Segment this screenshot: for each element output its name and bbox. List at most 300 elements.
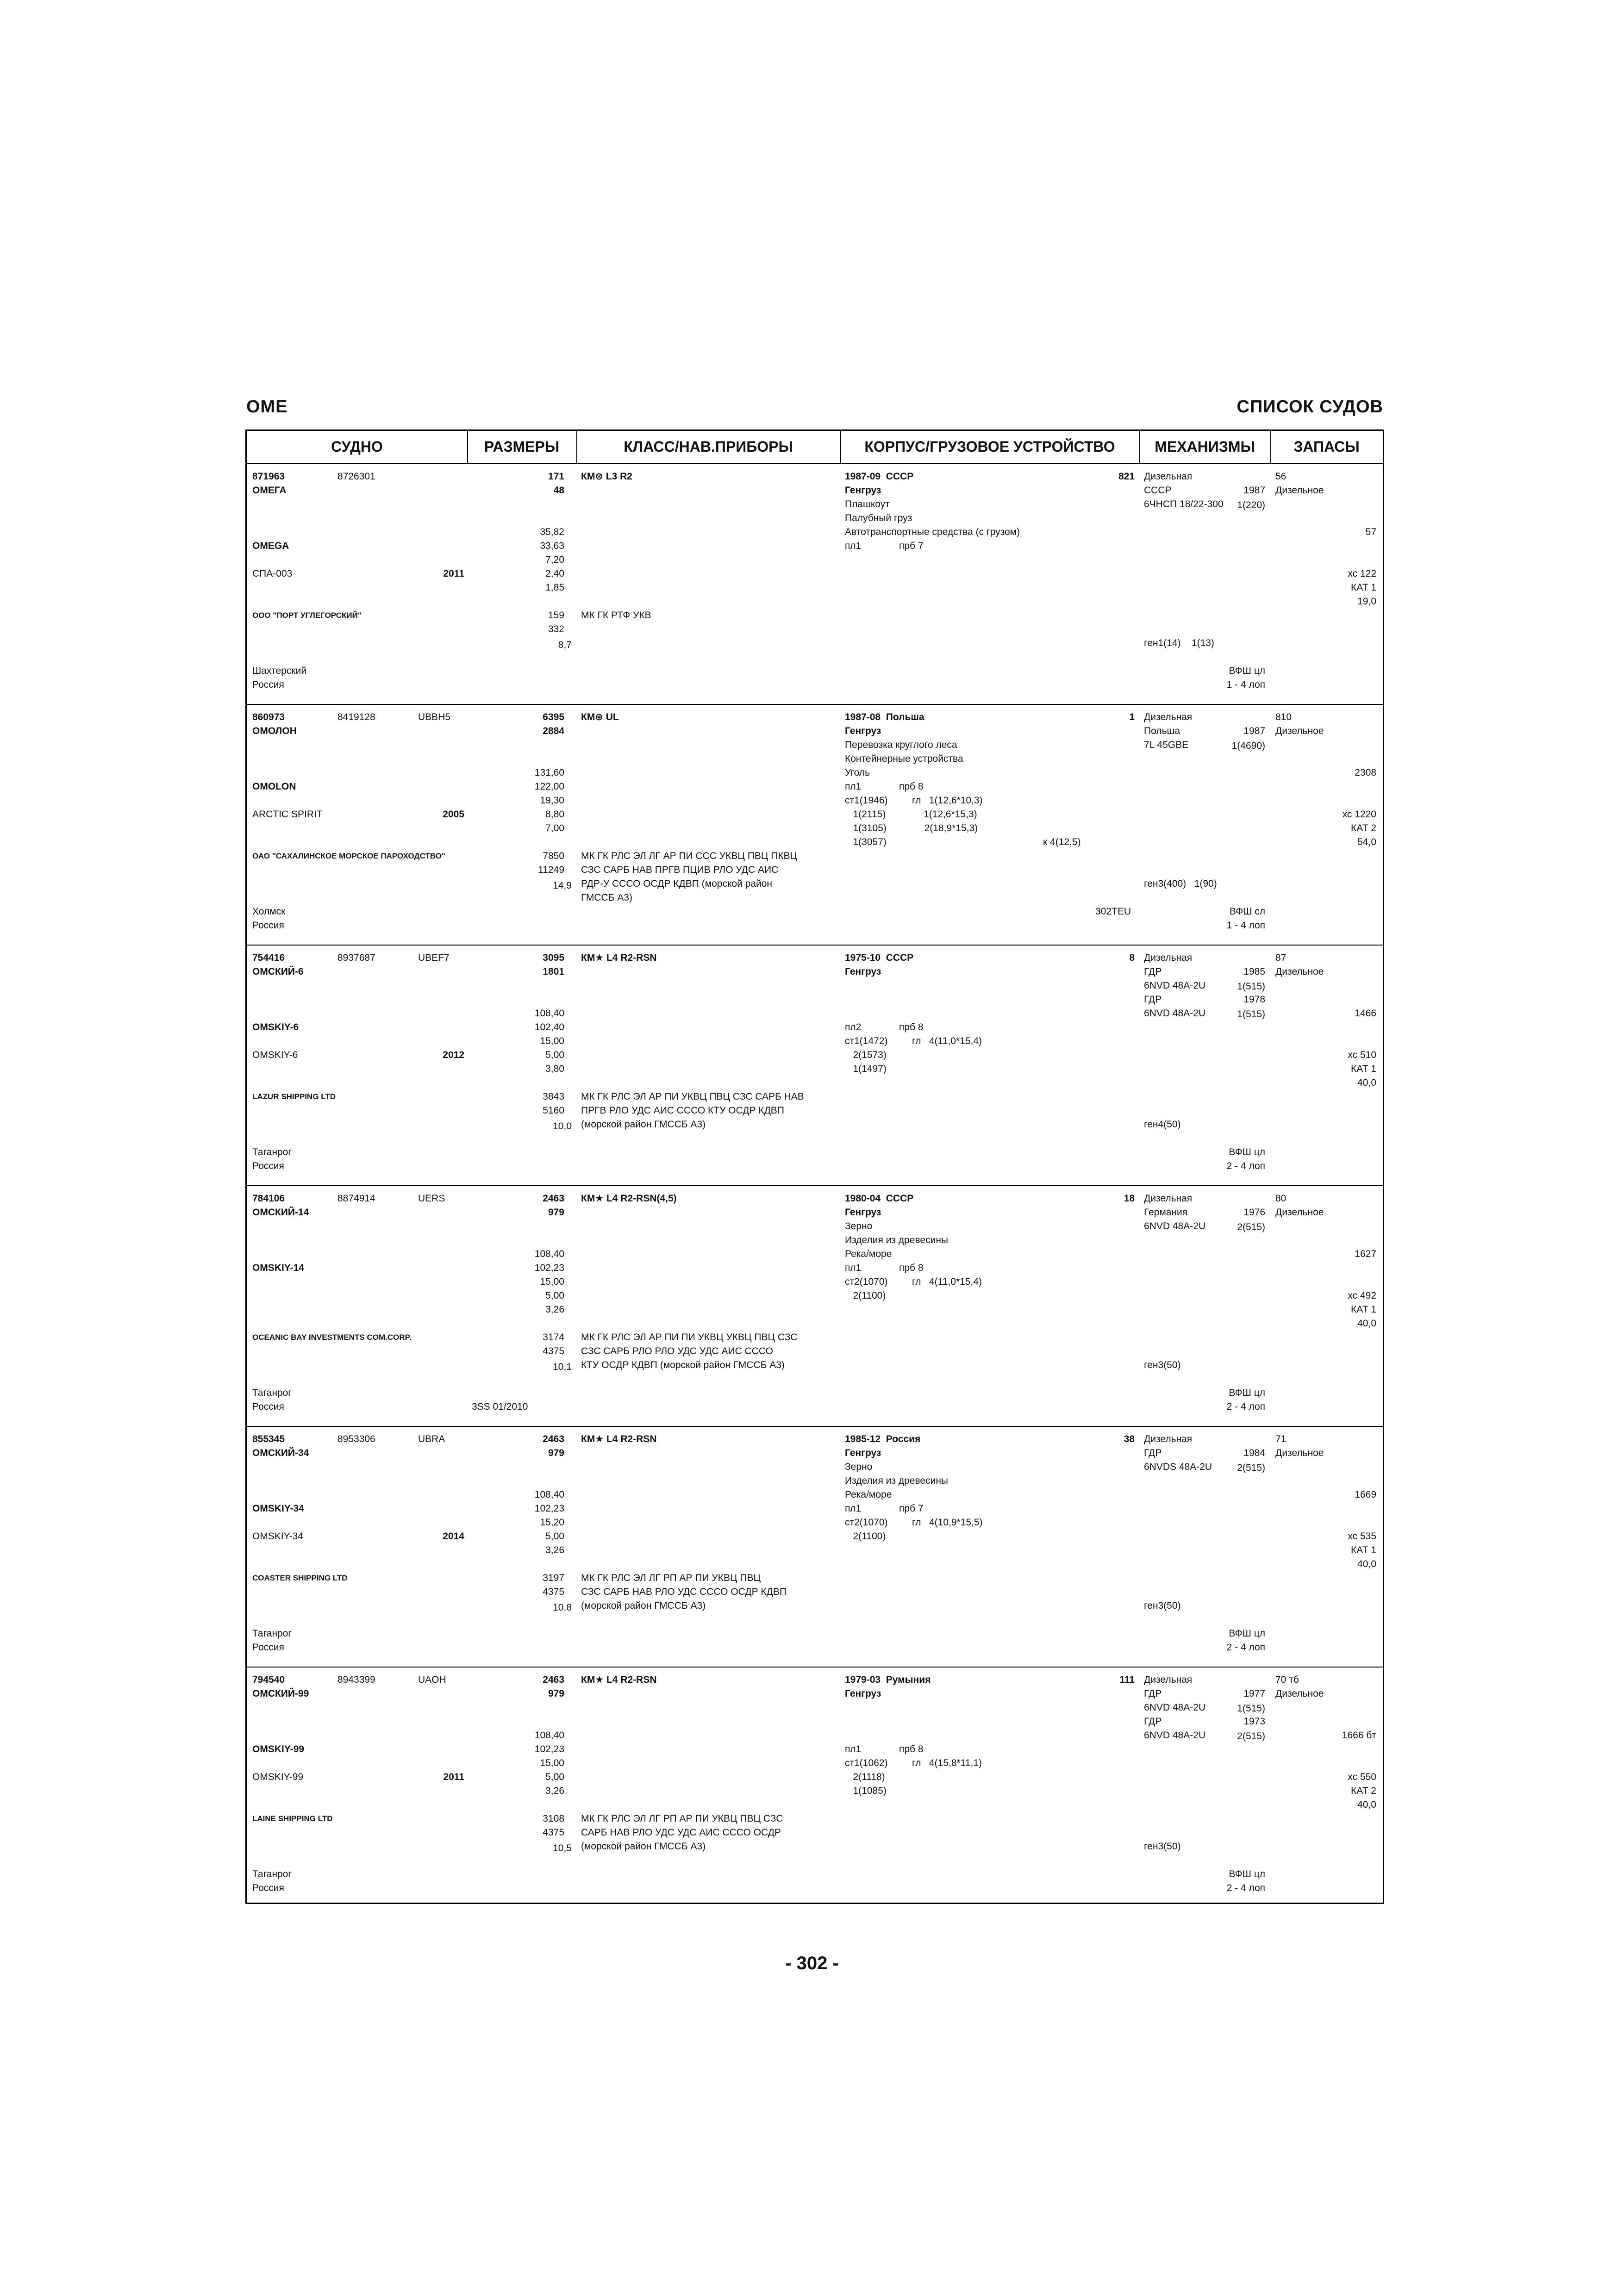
generators: ген3(50) [1144,1600,1181,1611]
class-notation: КМ★ L4 R2-RSN [581,1674,657,1685]
propeller-blades: 2 - 4 лоп [1226,1161,1265,1171]
hull-built: 1975-10 СССР [845,952,914,963]
nav-equipment-line: ПРГВ РЛО УДС АИС СССО КТУ ОСДР КДВП [581,1105,784,1116]
machinery-line: Дизельная [1144,1674,1193,1685]
call-sign: UBRA [418,1434,445,1444]
hull-line: Река/море [845,1489,892,1500]
machinery-value: 1(515) [1237,1009,1265,1020]
reg-number: 855345 [252,1434,285,1444]
class-notation: КМ⊛ L3 R2 [581,471,632,482]
reg-number: 784106 [252,1193,285,1204]
dimension-value: 108,40 [534,1730,564,1741]
dimension-value: 11249 [538,865,564,875]
dimension-value: 5160 [543,1105,564,1116]
hull-line: ст1(1946) гл 1(12,6*10,3) [845,795,983,806]
ship-list-table [245,429,1384,1904]
class-notation: КМ★ L4 R2-RSN(4,5) [581,1193,677,1204]
hull-line: 2(1100) [845,1531,886,1542]
ship-name-en: OMSKIY-99 [252,1744,305,1755]
hull-line: Генгруз [845,1207,881,1218]
nav-equipment-line: КТУ ОСДР КДВП (морской район ГМССБ А3) [581,1360,785,1370]
supply-value: Дизельное [1275,1688,1324,1699]
nav-equipment-line: СЗС САРБ РЛО РЛО УДС УДС АИС СССО [581,1346,773,1356]
hull-line: 1(2115) 1(12,6*15,3) [845,809,977,820]
dimension-value: 15,20 [540,1517,564,1528]
home-port: Холмск [252,906,286,917]
propeller-type: ВФШ цл [1229,1869,1265,1879]
flag-country: Россия [252,1883,284,1893]
hull-line: 1(1085) [845,1786,887,1796]
nav-equipment-line: МК ГК РЛС ЭЛ АР ПИ УКВЦ ПВЦ СЗС САРБ НАВ [581,1091,804,1102]
machinery-line: Германия [1144,1207,1188,1218]
supply-value: 40,0 [1357,1799,1376,1810]
hull-number: 38 [1124,1434,1135,1444]
dimension-value: 3843 [543,1091,564,1102]
hull-line: Перевозка круглого леса [845,740,957,750]
supply-value: Дизельное [1275,1207,1324,1218]
dimension-value: 102,23 [534,1503,564,1514]
machinery-line: ГДР [1144,1716,1162,1727]
flag-country: Россия [252,920,284,931]
dimension-value: 48 [553,485,564,496]
dimension-value: 15,00 [540,1276,564,1287]
machinery-line: 6NVD 48A-2U [1144,1730,1206,1741]
machinery-value: 1984 [1243,1448,1265,1458]
supply-value: 56 [1275,471,1287,482]
hull-line: пл1 прб 8 [845,1744,924,1755]
call-sign: UERS [418,1193,445,1204]
dimension-value: 10,5 [553,1843,572,1854]
owner: LAZUR SHIPPING LTD [252,1092,336,1101]
reg-number: 794540 [252,1674,285,1685]
dimension-value: 8,80 [545,809,564,820]
supply-value: хс 122 [1348,568,1376,579]
propeller-blades: 1 - 4 лоп [1226,679,1265,690]
dimension-value: 4375 [543,1827,564,1838]
supply-value: 810 [1275,712,1292,722]
hull-line: Изделия из древесины [845,1235,949,1245]
supply-value: 1627 [1355,1249,1376,1259]
ex-name-year: 2011 [443,1772,464,1782]
flag-country: Россия [252,1642,284,1653]
home-port: Таганрог [252,1628,292,1639]
ex-name-year: 2005 [443,809,464,820]
dimension-value: 979 [548,1448,564,1458]
dimension-value: 33,63 [540,541,564,551]
supply-value: КАТ 2 [1351,1786,1376,1796]
dimension-value: 3,26 [545,1304,564,1315]
hull-number: 8 [1129,952,1135,963]
hull-line: пл1 прб 7 [845,541,924,551]
dimension-value: 3197 [543,1573,564,1583]
supply-value: КАТ 1 [1351,582,1376,593]
machinery-line: 6ЧНСП 18/22-300 [1144,499,1224,510]
machinery-line: Дизельная [1144,1434,1193,1444]
dimension-value: 102,40 [534,1022,564,1033]
dimension-value: 108,40 [534,1489,564,1500]
dimension-value: 3174 [543,1332,564,1343]
machinery-value: 2(515) [1237,1462,1265,1473]
machinery-value: 1(515) [1237,981,1265,992]
hull-number: 1 [1129,712,1135,722]
nav-equipment-line: САРБ НАВ РЛО УДС УДС АИС СССО ОСДР [581,1827,781,1838]
hull-line: пл1 прб 8 [845,1263,924,1273]
hull-line: Уголь [845,767,870,778]
machinery-line: Польша [1144,726,1181,736]
dimension-value: 108,40 [534,1008,564,1019]
dimension-value: 3,26 [545,1786,564,1796]
dimension-value: 10,8 [553,1602,572,1613]
hull-line: Генгруз [845,726,881,736]
hull-line: Плашкоут [845,499,890,510]
imo-number: 8726301 [337,471,375,482]
machinery-line: ГДР [1144,1448,1162,1458]
supply-value: 19,0 [1357,596,1376,607]
machinery-line: Дизельная [1144,712,1193,722]
hull-built: 1979-03 Румыния [845,1674,931,1685]
hull-line: ст2(1070) гл 4(10,9*15,5) [845,1517,983,1528]
dimension-value: 5,00 [545,1531,564,1542]
ship-name-ru: ОМЕГА [252,485,287,496]
ex-name: СПА-003 [252,568,293,579]
dimension-value: 3108 [543,1813,564,1824]
supply-value: хс 550 [1348,1772,1376,1782]
dimension-value: 35,82 [540,527,564,537]
dimension-value: 10,1 [553,1362,572,1372]
ex-name-year: 2012 [443,1050,464,1060]
supply-value: 71 [1275,1434,1287,1444]
column-header-machinery: МЕХАНИЗМЫ [1139,431,1270,464]
dimension-value: 131,60 [534,767,564,778]
reg-number: 871963 [252,471,285,482]
generators: ген4(50) [1144,1119,1181,1130]
column-header-ship: СУДНО [247,431,467,464]
dimension-value: 2,40 [545,568,564,579]
supply-value: 40,0 [1357,1318,1376,1329]
supply-value: КАТ 1 [1351,1064,1376,1074]
machinery-line: 7L 45GBE [1144,740,1189,750]
hull-number: 111 [1119,1674,1135,1685]
dimension-value: 102,23 [534,1744,564,1755]
owner: LAINE SHIPPING LTD [252,1814,333,1823]
class-notation: КМ★ L4 R2-RSN [581,1434,657,1444]
dimension-value: 5,00 [545,1772,564,1782]
supply-value: Дизельное [1275,966,1324,977]
dimension-value: 979 [548,1207,564,1218]
ship-name-ru: ОМСКИЙ-6 [252,966,304,977]
dimension-value: 159 [548,610,564,621]
column-header-supplies: ЗАПАСЫ [1270,431,1383,464]
dimension-value: 1,85 [545,582,564,593]
dimension-value: 1801 [543,966,564,977]
page-header-left: OME [246,397,288,417]
machinery-line: ГДР [1144,1688,1162,1699]
machinery-line: Дизельная [1144,471,1193,482]
hull-line: Автотранспортные средства (с грузом) [845,527,1020,537]
hull-built: 1985-12 Россия [845,1434,921,1444]
propeller-blades: 2 - 4 лоп [1226,1883,1265,1893]
dimension-value: 7850 [543,851,564,861]
ship-name-en: OMOLON [252,781,296,792]
hull-line: ст1(1472) гл 4(11,0*15,4) [845,1036,982,1046]
supply-value: хс 510 [1348,1050,1376,1060]
nav-equipment-line: (морской район ГМССБ А3) [581,1119,706,1130]
imo-number: 8419128 [337,712,375,722]
propeller-type: ВФШ цл [1229,1388,1265,1398]
hull-line: 1(3057) [845,837,887,847]
nav-equipment-line: ГМССБ А3) [581,892,633,903]
propeller-blades: 2 - 4 лоп [1226,1401,1265,1412]
dimension-value: 3095 [543,952,564,963]
supply-value: КАТ 2 [1351,823,1376,834]
hull-built: 1987-09 СССР [845,471,914,482]
ex-name-year: 2014 [443,1531,464,1542]
machinery-value: 1976 [1243,1207,1265,1218]
machinery-line: ГДР [1144,966,1162,977]
machinery-line: 6NVDS 48A-2U [1144,1462,1212,1472]
dimension-value: 332 [548,624,564,635]
nav-equipment-line: МК ГК РЛС ЭЛ ЛГ АР ПИ ССС УКВЦ ПВЦ ПКВЦ [581,851,798,861]
machinery-value: 2(515) [1237,1222,1265,1232]
generators: ген3(400) 1(90) [1144,878,1217,889]
machinery-line: 6NVD 48A-2U [1144,980,1206,991]
dimension-value: 4375 [543,1587,564,1597]
dimension-value: 4375 [543,1346,564,1356]
supply-value: Дизельное [1275,485,1324,496]
supply-value: хс 535 [1348,1531,1376,1542]
ship-name-ru: ОМСКИЙ-99 [252,1688,309,1699]
dimension-value: 3,26 [545,1545,564,1556]
machinery-value: 1987 [1243,485,1265,496]
propeller-type: ВФШ цл [1229,666,1265,676]
propeller-type: ВФШ цл [1229,1628,1265,1639]
propeller-blades: 2 - 4 лоп [1226,1642,1265,1653]
supply-value: КАТ 1 [1351,1304,1376,1315]
home-port: Таганрог [252,1869,292,1879]
dimension-value: 15,00 [540,1036,564,1046]
ship-name-ru: ОМОЛОН [252,726,297,736]
owner: ОАО "САХАЛИНСКОЕ МОРСКОЕ ПАРОХОДСТВО" [252,852,445,860]
owner: COASTER SHIPPING LTD [252,1574,348,1582]
hull-built: 1987-08 Польша [845,712,924,722]
dimension-value: 2463 [543,1434,564,1444]
machinery-line: Дизельная [1144,1193,1193,1204]
hull-number: 18 [1124,1193,1135,1204]
dimension-value: 979 [548,1688,564,1699]
hull-extra: к 4(12,5) [1043,837,1081,847]
ship-name-ru: ОМСКИЙ-14 [252,1207,309,1218]
ship-name-en: OMSKIY-6 [252,1022,299,1033]
reg-number: 860973 [252,712,285,722]
class-notation: КМ★ L4 R2-RSN [581,952,657,963]
owner: ООО "ПОРТ УГЛЕГОРСКИЙ" [252,611,362,620]
hull-line: Генгруз [845,485,881,496]
ex-name: ARCTIC SPIRIT [252,809,323,820]
ship-record [247,1427,1383,1668]
supply-value: 2308 [1355,767,1376,778]
hull-line: Контейнерные устройства [845,753,963,764]
nav-equipment-line: (морской район ГМССБ А3) [581,1841,706,1852]
reg-number: 754416 [252,952,285,963]
hull-line: 2(1100) [845,1290,886,1301]
hull-line: пл1 прб 7 [845,1503,924,1514]
hull-number: 821 [1118,471,1135,482]
column-header-class: КЛАСС/НАВ.ПРИБОРЫ [576,431,840,464]
home-port: Шахтерский [252,666,307,676]
nav-equipment-line: МК ГК РЛС ЭЛ ЛГ РП АР ПИ УКВЦ ПВЦ СЗС [581,1813,783,1824]
supply-value: Дизельное [1275,1448,1324,1458]
supply-value: 40,0 [1357,1559,1376,1569]
supply-value: 70 тб [1275,1674,1299,1685]
machinery-value: 1985 [1243,966,1265,977]
machinery-line: ГДР [1144,994,1162,1005]
dimension-value: 8,7 [558,640,572,650]
dimension-value: 171 [548,471,564,482]
machinery-value: 2(515) [1237,1731,1265,1742]
call-sign: UBBH5 [418,712,451,722]
hull-line: Палубный груз [845,513,912,523]
call-sign: UBEF7 [418,952,450,963]
supply-value: 1466 [1355,1008,1376,1019]
ex-name: OMSKIY-34 [252,1531,304,1542]
dimension-value: 102,23 [534,1263,564,1273]
ship-record [247,1186,1383,1427]
class-note: 3SS 01/2010 [472,1401,528,1412]
ship-record [247,705,1383,946]
supply-value: Дизельное [1275,726,1324,736]
ex-name-year: 2011 [443,568,464,579]
hull-line: ст1(1062) гл 4(15,8*11,1) [845,1758,982,1768]
supply-value: 87 [1275,952,1287,963]
hull-line: Зерно [845,1462,873,1472]
dimension-value: 108,40 [534,1249,564,1259]
ship-name-en: OMSKIY-14 [252,1263,305,1273]
dimension-value: 19,30 [540,795,564,806]
dimension-value: 6395 [543,712,564,722]
dimension-value: 5,00 [545,1290,564,1301]
home-port: Таганрог [252,1388,292,1398]
imo-number: 8937687 [337,952,375,963]
ship-record [247,946,1383,1186]
supply-value: 1666 бт [1342,1730,1376,1741]
machinery-line: СССР [1144,485,1172,496]
generators: ген1(14) 1(13) [1144,638,1214,648]
hull-line: 2(1118) [845,1772,885,1782]
hull-line: Зерно [845,1221,873,1232]
supply-value: 57 [1365,527,1376,537]
imo-number: 8953306 [337,1434,375,1444]
hull-line: пл1 прб 8 [845,781,924,792]
home-port: Таганрог [252,1147,292,1157]
ex-name: OMSKIY-99 [252,1772,304,1782]
nav-equipment-line: СЗС САРБ НАВ ПРГВ ПЦИВ РЛО УДС АИС [581,865,779,875]
nav-equipment-line: МК ГК РТФ УКВ [581,610,651,621]
supply-value: хс 1220 [1342,809,1376,820]
dimension-value: 2463 [543,1674,564,1685]
flag-country: Россия [252,1401,284,1412]
hull-line: Река/море [845,1249,892,1259]
nav-equipment-line: СЗС САРБ НАВ РЛО УДС СССО ОСДР КДВП [581,1587,787,1597]
ship-record [247,464,1383,705]
hull-line: 1(3105) 2(18,9*15,3) [845,823,978,834]
nav-equipment-line: (морской район ГМССБ А3) [581,1600,706,1611]
propeller-blades: 1 - 4 лоп [1226,920,1265,931]
hull-line: 2(1573) [845,1050,887,1060]
dimension-value: 122,00 [534,781,564,792]
hull-line: Генгруз [845,966,881,977]
owner: OCEANIC BAY INVESTMENTS COM.CORP. [252,1333,412,1342]
hull-built: 1980-04 СССР [845,1193,914,1204]
dimension-value: 2463 [543,1193,564,1204]
machinery-value: 1(220) [1237,500,1265,510]
machinery-line: Дизельная [1144,952,1193,963]
hull-line: Генгруз [845,1448,881,1458]
page-header-right: СПИСОК СУДОВ [1237,397,1383,417]
dimension-value: 7,20 [545,554,564,565]
generators: ген3(50) [1144,1360,1181,1370]
nav-equipment-line: МК ГК РЛС ЭЛ ЛГ РП АР ПИ УКВЦ ПВЦ [581,1573,761,1583]
ship-name-en: OMSKIY-34 [252,1503,305,1514]
dimension-value: 7,00 [545,823,564,834]
ship-record [247,1668,1383,1908]
imo-number: 8874914 [337,1193,375,1204]
hull-line: Изделия из древесины [845,1475,949,1486]
ship-name-ru: ОМСКИЙ-34 [252,1448,309,1458]
dimension-value: 5,00 [545,1050,564,1060]
nav-equipment-line: МК ГК РЛС ЭЛ АР ПИ ПИ УКВЦ УКВЦ ПВЦ СЗС [581,1332,798,1343]
machinery-line: 6NVD 48A-2U [1144,1008,1206,1019]
supply-value: хс 492 [1348,1290,1376,1301]
dimension-value: 14,9 [553,880,572,891]
machinery-line: 6NVD 48A-2U [1144,1702,1206,1713]
call-sign: UAOH [418,1674,446,1685]
flag-country: Россия [252,679,284,690]
dimension-value: 3,80 [545,1064,564,1074]
column-header-hull: КОРПУС/ГРУЗОВОЕ УСТРОЙСТВО [840,431,1139,464]
supply-value: 80 [1275,1193,1287,1204]
machinery-value: 1973 [1243,1716,1265,1727]
class-notation: КМ⊛ UL [581,712,619,722]
supply-value: КАТ 1 [1351,1545,1376,1556]
hull-line: 1(1497) [845,1064,887,1074]
supply-value: 40,0 [1357,1077,1376,1088]
machinery-line: 6NVD 48A-2U [1144,1221,1206,1232]
supply-value: 1669 [1355,1489,1376,1500]
hull-line: Генгруз [845,1688,881,1699]
hull-line: ст2(1070) гл 4(11,0*15,4) [845,1276,982,1287]
hull-teu: 302TEU [1095,906,1131,917]
page-number: - 302 - [785,1953,839,1973]
machinery-value: 1(515) [1237,1703,1265,1714]
hull-line: пл2 прб 8 [845,1022,924,1033]
generators: ген3(50) [1144,1841,1181,1852]
machinery-value: 1(4690) [1231,740,1265,751]
ex-name: OMSKIY-6 [252,1050,298,1060]
dimension-value: 10,0 [553,1121,572,1132]
imo-number: 8943399 [337,1674,375,1685]
dimension-value: 2884 [543,726,564,736]
flag-country: Россия [252,1161,284,1171]
propeller-type: ВФШ цл [1229,1147,1265,1157]
machinery-value: 1987 [1243,726,1265,736]
machinery-value: 1977 [1243,1688,1265,1699]
supply-value: 54,0 [1357,837,1376,847]
nav-equipment-line: РДР-У СССО ОСДР КДВП (морской район [581,878,773,889]
machinery-value: 1978 [1243,994,1265,1005]
dimension-value: 15,00 [540,1758,564,1768]
column-header-dimensions: РАЗМЕРЫ [467,431,576,464]
propeller-type: ВФШ сл [1229,906,1265,917]
